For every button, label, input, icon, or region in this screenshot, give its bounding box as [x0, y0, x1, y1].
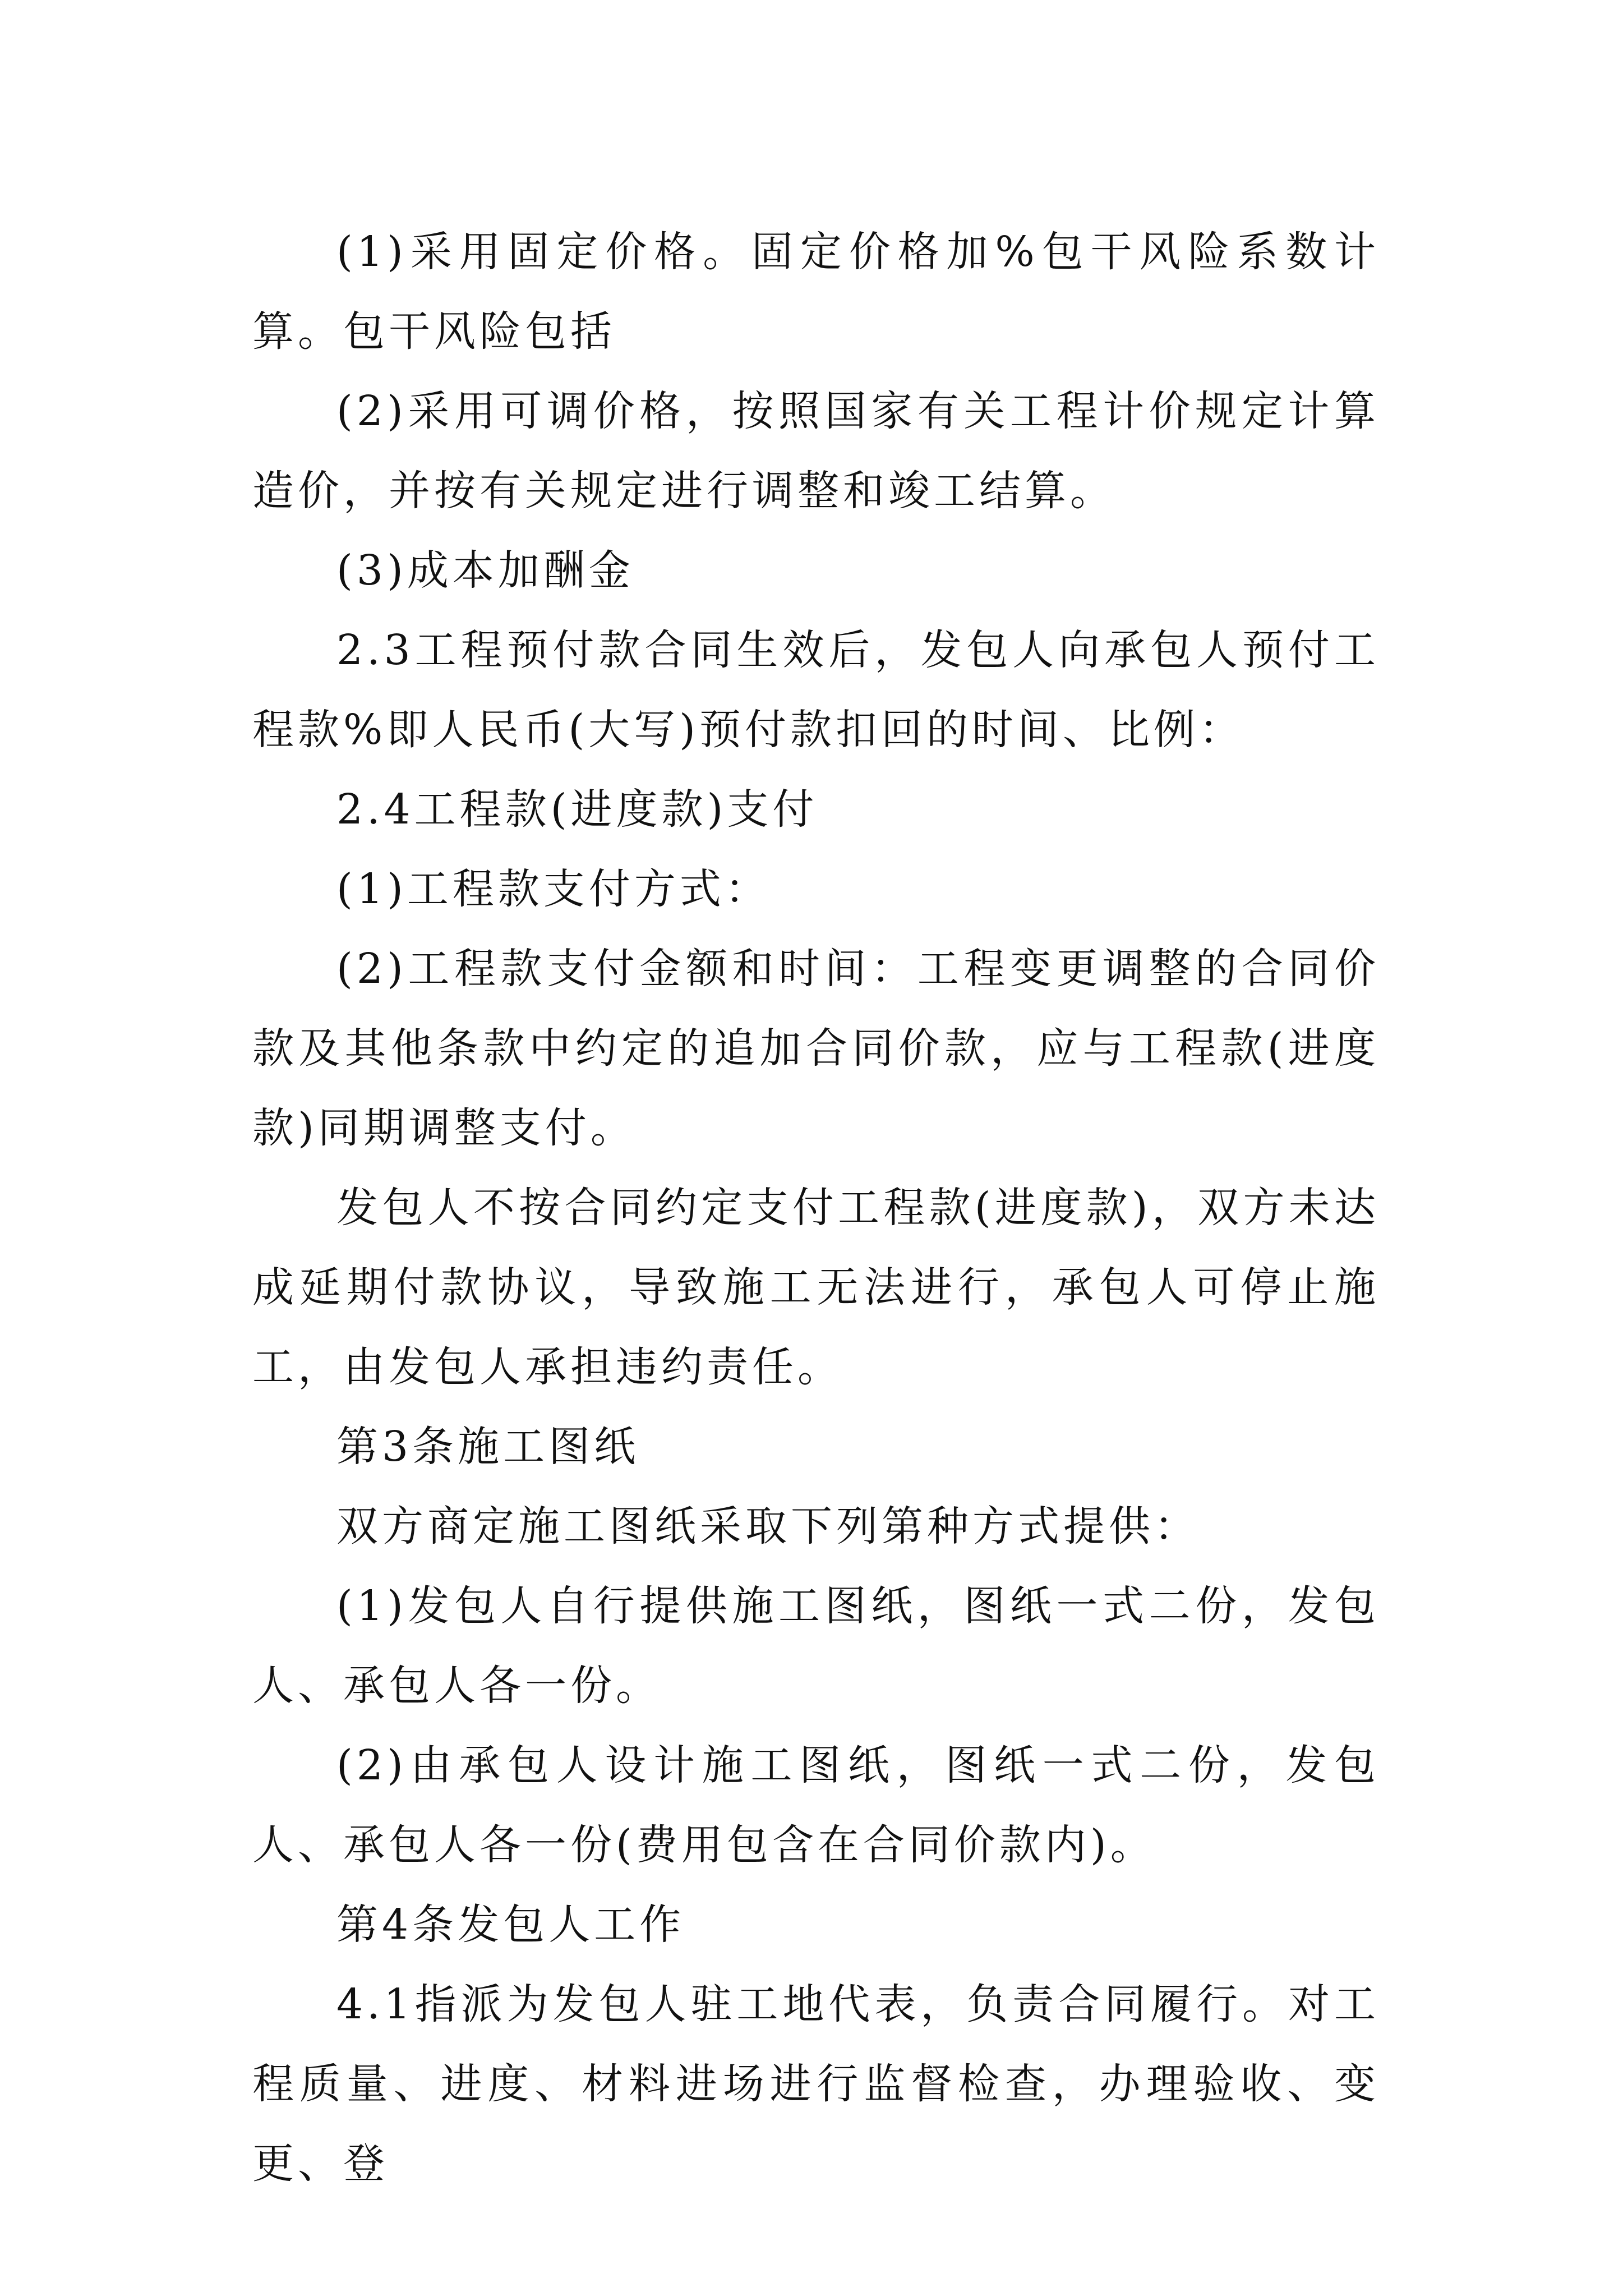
heading-article-3: 第3条施工图纸 [336, 1423, 640, 1471]
paragraph-employer-representative: 4.1指派为发包人驻工地代表，负责合同履行。对工程质量、进度、材料进场进行监督检查，办理验收、变更、登 [252, 1980, 1380, 2188]
document-body [252, 212, 1380, 2203]
paragraph-adjustable-price: (2)采用可调价格，按照国家有关工程计价规定计算造价，并按有关规定进行调整和竣工结算。 [252, 387, 1380, 515]
paragraph-payment-amount-time: (2)工程款支付金额和时间：工程变更调整的合同价款及其他条款中约定的追加合同价款，应与工程款(进度款)同期调整支付。 [252, 945, 1380, 1152]
paragraph-payment-method: (1)工程款支付方式： [336, 865, 771, 913]
paragraph-fixed-price: (1)采用固定价格。固定价格加%包干风险系数计算。包干风险包括 [252, 228, 1380, 356]
paragraph-drawing-option-2: (2)由承包人设计施工图纸，图纸一式二份，发包人、承包人各一份(费用包含在合同价款内)。 [252, 1741, 1380, 1869]
heading-article-4: 第4条发包人工作 [336, 1901, 685, 1949]
paragraph-drawing-option-1: (1)发包人自行提供施工图纸，图纸一式二份，发包人、承包人各一份。 [252, 1582, 1380, 1710]
paragraph-breach: 发包人不按合同约定支付工程款(进度款)，双方未达成延期付款协议，导致施工无法进行，承包人可停止施工，由发包人承担违约责任。 [252, 1184, 1380, 1391]
paragraph-advance-payment: 2.3工程预付款合同生效后，发包人向承包人预付工程款%即人民币(大写)预付款扣回的时间、比例： [252, 626, 1380, 754]
paragraph-progress-payment: 2.4工程款(进度款)支付 [336, 785, 818, 834]
paragraph-cost-plus: (3)成本加酬金 [336, 546, 634, 595]
paragraph-drawing-method: 双方商定施工图纸采取下列第种方式提供： [336, 1502, 1200, 1550]
